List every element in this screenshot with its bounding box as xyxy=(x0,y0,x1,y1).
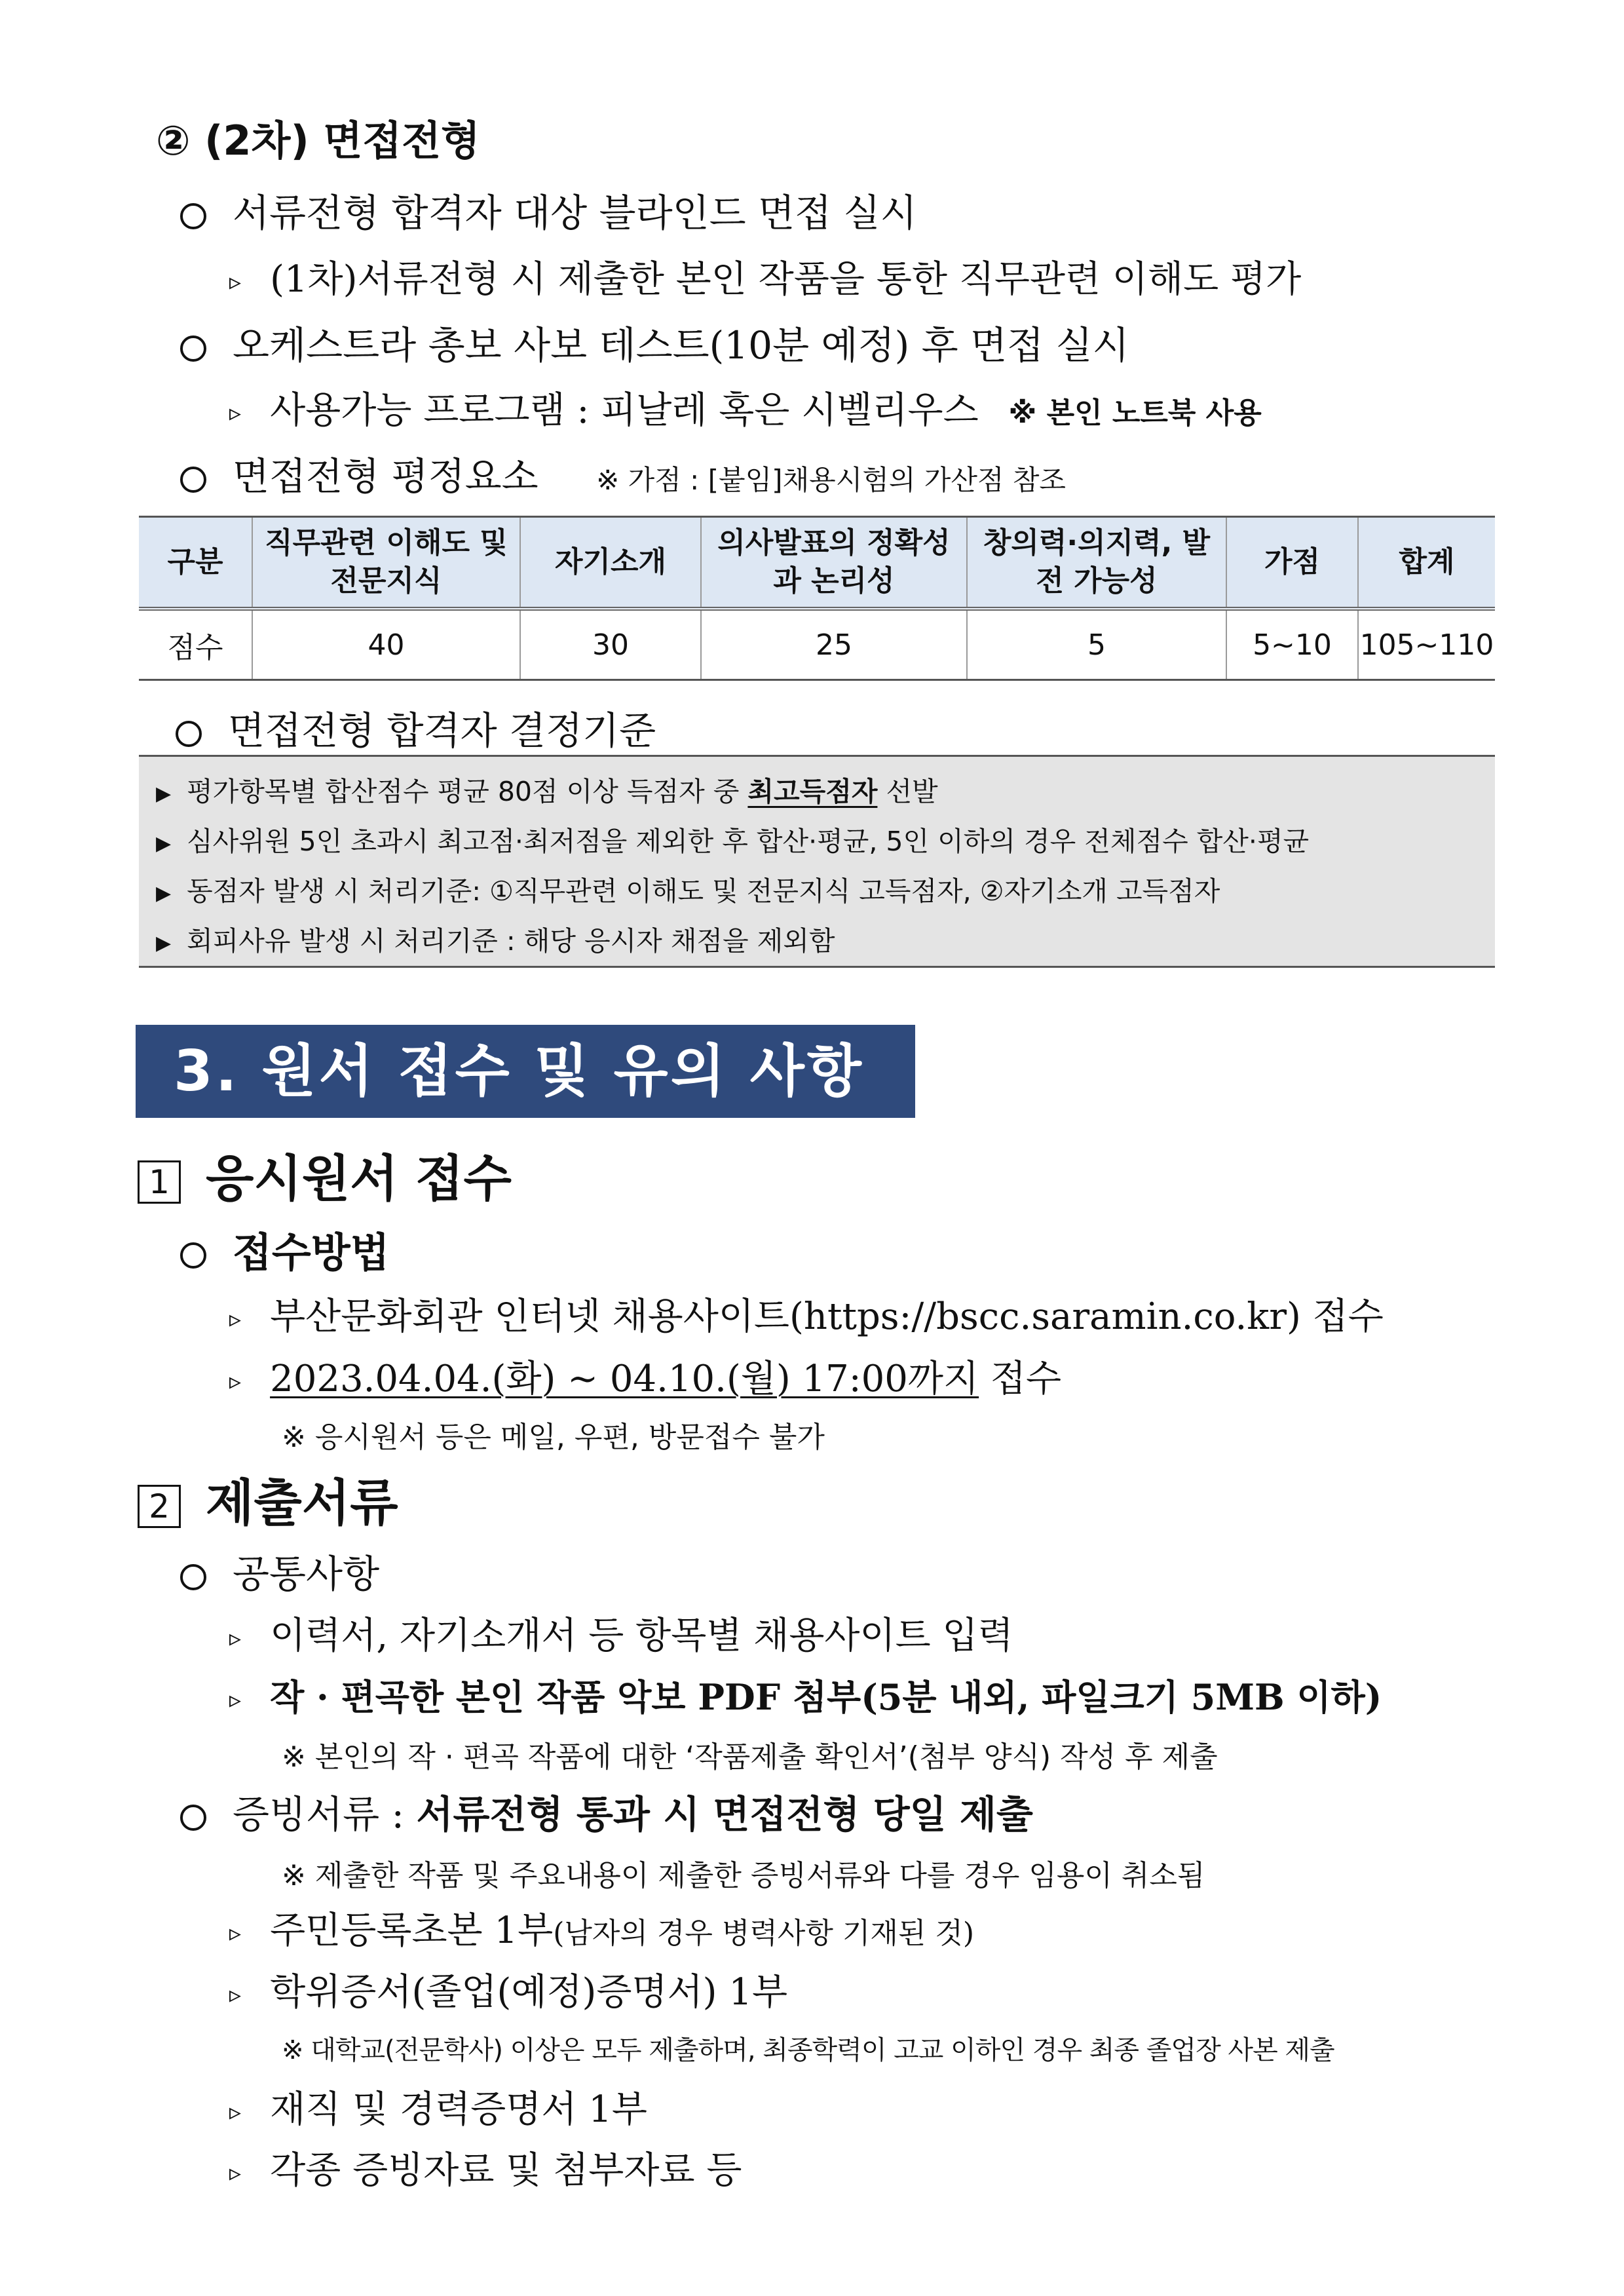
interview-item-1 xyxy=(180,182,917,237)
proof-item-1 xyxy=(229,1902,974,1954)
proof-item-1-text: 주민등록초본 1부 xyxy=(270,1909,554,1952)
triangle-bullet-icon: ▹ xyxy=(229,2099,242,2126)
proof-item-1-small: (남자의 경우 병력사항 기재된 것) xyxy=(553,1917,975,1950)
interview-item-2-note: ※ 본인 노트북 사용 xyxy=(1008,396,1262,430)
table-header: 창의력·의지력, 발전 가능성 xyxy=(967,517,1226,609)
hollow-circle-bullet-icon xyxy=(180,467,206,493)
proof-title-pre: 증빙서류 : xyxy=(233,1792,417,1837)
table-cell: 40 xyxy=(252,609,520,680)
common-item-2 xyxy=(229,1670,1382,1720)
table-cell: 25 xyxy=(701,609,967,680)
common-title-text: 공통사항 xyxy=(233,1552,380,1596)
method-item-2-post: 접수 xyxy=(979,1358,1062,1400)
interview-item-3-note: ※ 가점 : [붙임]채용시험의 가산점 참조 xyxy=(596,464,1066,496)
criteria-line-1 xyxy=(156,770,938,809)
subsection-2-number: 2 xyxy=(138,1485,181,1528)
method-item-1-text: 부산문화회관 인터넷 채용사이트(https://bscc.saramin.co.kr) 접수 xyxy=(270,1295,1384,1338)
proof-item-2 xyxy=(229,1963,787,2016)
common-note: ※ 본인의 작 · 편곡 작품에 대한 ‘작품제출 확인서’(첨부 양식) 작성 후 제출 xyxy=(282,1740,1218,1774)
criteria-line-1-post: 선발 xyxy=(877,776,938,807)
subsection-1-number: 1 xyxy=(138,1160,181,1204)
criteria-line-1-emphasis: 최고득점자 xyxy=(747,776,878,807)
triangle-bullet-icon: ▹ xyxy=(229,2160,242,2187)
interview-item-1-text: 서류전형 합격자 대상 블라인드 면접 실시 xyxy=(233,191,917,235)
table-header: 의사발표의 정확성과 논리성 xyxy=(701,517,967,609)
score-table xyxy=(139,516,1495,681)
method-item-2 xyxy=(229,1350,1061,1402)
criteria-line-2 xyxy=(156,820,1309,858)
interview-heading: ② (2차) 면접전형 xyxy=(156,117,480,164)
proof-item-4 xyxy=(229,2141,742,2194)
triangle-bullet-icon: ▹ xyxy=(229,1625,242,1652)
triangle-bullet-icon: ▹ xyxy=(229,269,242,296)
proof-item-3 xyxy=(229,2080,647,2133)
triangle-bullet-icon: ▹ xyxy=(229,1687,242,1714)
interview-item-2 xyxy=(180,315,1129,370)
hollow-circle-bullet-icon xyxy=(180,1564,206,1590)
method-item-2-period: 2023.04.04.(화) ~ 04.10.(월) 17:00까지 xyxy=(270,1358,979,1400)
table-header: 구분 xyxy=(139,517,252,609)
table-cell: 30 xyxy=(520,609,701,680)
filled-triangle-bullet-icon: ▶ xyxy=(156,782,172,805)
method-note: ※ 응시원서 등은 메일, 우편, 방문접수 불가 xyxy=(282,1421,825,1454)
interview-item-2-sub xyxy=(229,381,1262,434)
table-cell: 5~10 xyxy=(1226,609,1358,680)
subsection-2-title: 제출서류 xyxy=(206,1474,398,1532)
interview-item-3-text: 면접전형 평정요소 xyxy=(233,454,538,499)
subsection-1-heading xyxy=(138,1139,512,1210)
table-header: 가점 xyxy=(1226,517,1358,609)
decision-title xyxy=(176,700,656,755)
table-header: 직무관련 이해도 및 전문지식 xyxy=(252,517,520,609)
triangle-bullet-icon: ▹ xyxy=(229,1306,242,1333)
decision-criteria-box xyxy=(139,755,1495,968)
criteria-line-2-text: 심사위원 5인 초과시 최고점·최저점을 제외한 후 합산·평균, 5인 이하의 경우 전체점수 합산·평균 xyxy=(187,826,1310,857)
section-3-banner: 3. 원서 접수 및 유의 사항 xyxy=(136,1025,915,1118)
criteria-line-3 xyxy=(156,870,1220,908)
interview-item-2-text: 오케스트라 총보 사보 테스트(10분 예정) 후 면접 실시 xyxy=(233,323,1129,368)
interview-item-1-sub-text: (1차)서류전형 시 제출한 본인 작품을 통한 직무관련 이해도 평가 xyxy=(270,258,1302,301)
score-table-header-row xyxy=(139,517,1495,609)
proof-title-emphasis: 서류전형 통과 시 면접전형 당일 제출 xyxy=(416,1792,1033,1837)
hollow-circle-bullet-icon xyxy=(180,335,206,362)
common-title xyxy=(180,1543,379,1598)
triangle-bullet-icon: ▹ xyxy=(229,400,242,427)
criteria-line-3-text: 동점자 발생 시 처리기준: ①직무관련 이해도 및 전문지식 고득점자, ②자기소개 고득점자 xyxy=(187,875,1220,907)
subsection-1-title: 응시원서 접수 xyxy=(206,1149,512,1208)
method-title-text: 접수방법 xyxy=(233,1229,390,1276)
proof-item-4-text: 각종 증빙자료 및 첨부자료 등 xyxy=(270,2149,742,2192)
filled-triangle-bullet-icon: ▶ xyxy=(156,881,172,905)
criteria-line-1-pre: 평가항목별 합산점수 평균 80점 이상 득점자 중 xyxy=(187,776,748,807)
filled-triangle-bullet-icon: ▶ xyxy=(156,832,172,855)
hollow-circle-bullet-icon xyxy=(180,1805,206,1831)
interview-item-1-sub xyxy=(229,250,1301,303)
filled-triangle-bullet-icon: ▶ xyxy=(156,931,172,955)
table-row xyxy=(139,609,1495,680)
proof-item-2-note: ※ 대학교(전문학사) 이상은 모두 제출하며, 최종학력이 고교 이하인 경우 최종 졸업장 사본 제출 xyxy=(282,2035,1334,2065)
hollow-circle-bullet-icon xyxy=(176,721,202,747)
triangle-bullet-icon: ▹ xyxy=(229,1368,242,1395)
table-cell: 105~110 xyxy=(1358,609,1495,680)
hollow-circle-bullet-icon xyxy=(180,1242,206,1269)
triangle-bullet-icon: ▹ xyxy=(229,1920,242,1947)
proof-title xyxy=(180,1784,1033,1839)
proof-item-3-text: 재직 및 경력증명서 1부 xyxy=(270,2088,647,2131)
interview-item-2-sub-text: 사용가능 프로그램 : 피날레 혹은 시벨리우스 xyxy=(270,389,979,432)
proof-item-2-text: 학위증서(졸업(예정)증명서) 1부 xyxy=(270,1971,788,2014)
criteria-line-4-text: 회피사유 발생 시 처리기준 : 해당 응시자 채점을 제외함 xyxy=(187,925,835,957)
decision-title-text: 면접전형 합격자 결정기준 xyxy=(228,708,656,753)
interview-item-3 xyxy=(180,446,1066,501)
table-header: 합계 xyxy=(1358,517,1495,609)
subsection-2-heading xyxy=(138,1463,398,1535)
hollow-circle-bullet-icon xyxy=(180,203,206,229)
table-cell: 점수 xyxy=(139,609,252,680)
proof-note: ※ 제출한 작품 및 주요내용이 제출한 증빙서류와 다를 경우 임용이 취소됨 xyxy=(282,1859,1205,1892)
table-cell: 5 xyxy=(967,609,1226,680)
table-header: 자기소개 xyxy=(520,517,701,609)
common-item-2-text: 작 · 편곡한 본인 작품 악보 PDF 첨부(5분 내외, 파일크기 5MB 이하) xyxy=(270,1676,1382,1718)
method-title xyxy=(180,1220,390,1278)
criteria-line-4 xyxy=(156,919,835,958)
triangle-bullet-icon: ▹ xyxy=(229,1981,242,2008)
common-item-1-text: 이력서, 자기소개서 등 항목별 채용사이트 입력 xyxy=(270,1615,1013,1657)
method-item-1 xyxy=(229,1288,1384,1340)
common-item-1 xyxy=(229,1607,1013,1659)
